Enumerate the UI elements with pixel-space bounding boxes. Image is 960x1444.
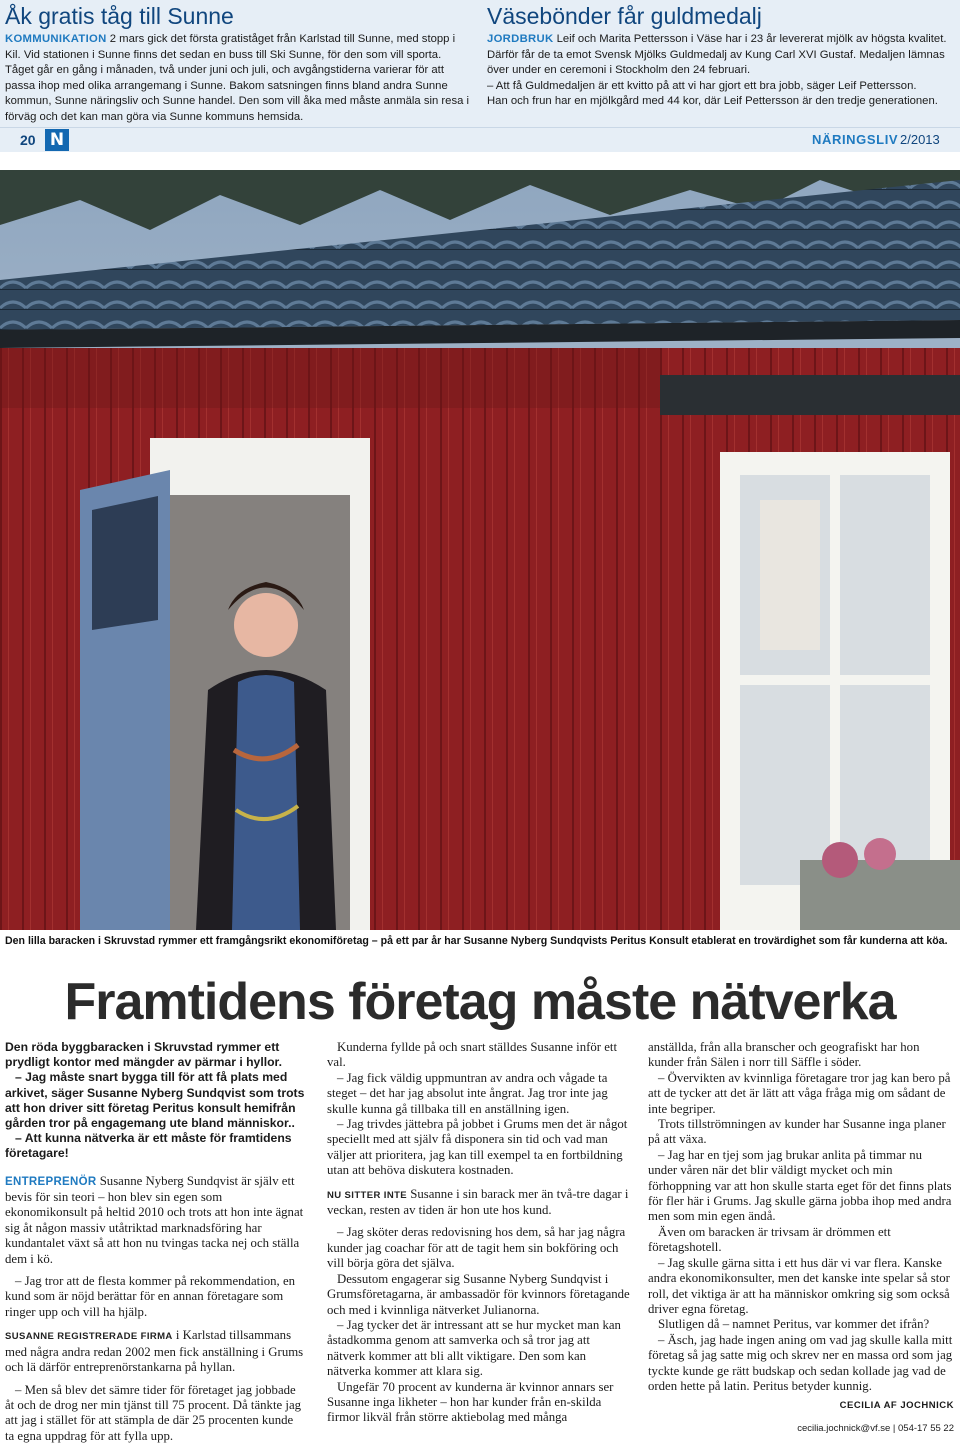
person-face — [234, 593, 298, 657]
brief-left-kicker: KOMMUNIKATION — [5, 33, 107, 45]
col3-p1: anställda, från alla branscher och geografiskt har hon kunder från Sälen i norr till Säffle i söder. — [648, 1040, 954, 1071]
col1-p3-text: i Karlstad tillsammans med några andra redan 2002 men fick anställning i Grums och lä därför entreprenörstankarna på hyllan. — [5, 1328, 303, 1374]
col1-p2: – Jag tror att de flesta kommer på rekommendation, en kund som är nöjd berättar för en annan företagare som ringer upp och vill ha hjälp. — [5, 1274, 305, 1320]
issue-number: 2/2013 — [900, 132, 940, 147]
entreprenor-kicker: ENTREPRENÖR — [5, 1176, 96, 1188]
col2-p7: – Jag tycker det är intressant att se hur mycket man kan åstadkomma genom att samverka och så tror jag att nätverk kommer att bli allt viktigare. Den som kan nätverka kommer att klara sig. — [327, 1318, 631, 1380]
brief-right-quote: – Att få Guldmedaljen är ett kvitto på att vi har gjort ett bra jobb, säger Leif Pettersson. — [487, 80, 917, 92]
col2-p2: – Jag fick väldig uppmuntran av andra och vågade ta steget – det har jag absolut inte ångrat. Jag tror inte jag skulle kunna gå tillbaka till en anställning igen. — [327, 1071, 631, 1117]
awning — [660, 375, 960, 415]
naringsliv-logo-icon: N — [45, 129, 69, 151]
article-column-2 — [327, 1040, 631, 1426]
brief-left-text: 2 mars gick det första gratiståget från Karlstad till Sunne, med stopp i Kil. Vid stationen i Sunne finns det sedan en buss till Ski Sunne, för den som vill sporta. Tåget går en gång i månaden, två under juni och juli, och avgångstiderna varierar för att passa ihop med olika arrangemang i Sunne. Bakom satsningen finns bland andra Sunne kommun, Sunne näringsliv och Sunne handel. Den som vill åka med måste anmäla sin resa i förväg och det kan man göra via Sunne kommuns hemsida. — [5, 33, 469, 123]
brief-right — [487, 2, 955, 110]
col2-p1: Kunderna fyllde på och snart ställdes Susanne inför ett val. — [327, 1040, 631, 1071]
door-window — [92, 496, 158, 630]
wall-shadow — [0, 348, 660, 408]
brief-right-body — [487, 32, 955, 110]
brief-right-title: Väsebönder får guldmedalj — [487, 2, 955, 30]
barrack-photo-illustration — [0, 170, 960, 930]
col3-p2: – Övervikten av kvinnliga företagare tror jag kan bero på att de tycker att det är lätt att våga fråga mig om sådant de inte begriper. — [648, 1071, 954, 1117]
window-curtain — [760, 500, 820, 650]
col2-p5: – Jag sköter deras redovisning hos dem, så har jag några kunder jag coachar för att de tagit hem sin bokföring och vill börja göra det själva. — [327, 1225, 631, 1271]
col2-p3: – Jag trivdes jättebra på jobbet i Grums men det är något speciellt med att själv få disponera sin tid och vad man väljer att prioritera, jag kan till exempel ta en fortbildning utan att behöva diskutera kostnaden. — [327, 1117, 631, 1179]
col1-p1-text: Susanne Nyberg Sundqvist är själv ett bevis för sin teori – hon blev sin egen som ekonomikonsult på heltid 2010 och trots att hon inte ägnat sig åt någon massiv utåtriktad marknadsföring har kundantalet växt så att hon nu tvingas tacka nej och ställa dem i kö. — [5, 1174, 303, 1266]
col1-p4: – Men så blev det sämre tider för företaget jag jobbade åt och de drog ner min tjänst till 75 procent. Då tänkte jag att jag i stället för att stämpla de där 25 procenten kunde ta egna uppdrag för att fylla upp. — [5, 1383, 305, 1444]
col3-p6: – Jag skulle gärna sitta i ett hus där vi var flera. Kanske andra ekonomikonsulter, men det kanske inte spelar så stor roll, det viktiga är att ha människor omkring sig som också driver egna företag. — [648, 1256, 954, 1318]
col2-p4 — [327, 1187, 631, 1219]
page-number: 20 — [20, 132, 36, 148]
lead-quote-2: – Att kunna nätverka är ett måste för framtidens företagare! — [5, 1131, 305, 1161]
brief-left — [5, 2, 473, 126]
col3-p5: Även om baracken är trivsam är drömmen ett företagshotell. — [648, 1225, 954, 1256]
brief-left-title: Åk gratis tåg till Sunne — [5, 2, 473, 30]
col1-p3 — [5, 1328, 305, 1375]
col3-p8: – Äsch, jag hade ingen aning om vad jag skulle kalla mitt företag så jag satte mig och skrev ner en massa ord som jag tyckte kunde ge rätt budskap och sedan kollade jag vad de orden hette på latin. Peritus betyder kunnig. — [648, 1333, 954, 1395]
byline: CECILIA AF JOCHNICK — [648, 1398, 954, 1413]
feature-photo — [0, 170, 960, 930]
heather-flowers — [822, 842, 858, 878]
brief-left-body — [5, 32, 473, 126]
col1-subhead: SUSANNE REGISTRERADE FIRMA — [5, 1331, 173, 1342]
window-transom — [740, 675, 930, 685]
photo-caption: Den lilla baracken i Skruvstad rymmer ett framgångsrikt ekonomiföretag – på ett par år har Susanne Nyberg Sundqvists Peritus Konsult etablerat en trovärdighet som får kunderna att köa. — [5, 934, 955, 948]
article-column-3 — [648, 1040, 954, 1443]
col3-p4: – Jag har en tjej som jag brukar anlita på timmar nu under våren när det blir väldigt mycket och min förhoppning var att hon skulle starta eget för det finns plats för fler här i Grums. Jag skulle gärna jobba ihop med andra men som min egen ändå. — [648, 1148, 954, 1225]
col1-p1 — [5, 1174, 305, 1267]
heather-flowers-2 — [864, 838, 896, 870]
article-lead — [5, 1040, 305, 1162]
col2-p8: Ungefär 70 procent av kunderna är kvinnor annars ser Susanne inga likheter – hon har kunder från en-skilda firmor likväl från större aktiebolag med många — [327, 1380, 631, 1426]
col2-subhead: NU SITTER INTE — [327, 1190, 407, 1201]
lead-text: Den röda byggbaracken i Skruvstad rymmer ett prydligt kontor med mängder av pärmar i hyllor. — [5, 1040, 282, 1069]
main-headline: Framtidens företag måste nätverka — [0, 970, 960, 1034]
brief-right-kicker: JORDBRUK — [487, 33, 553, 45]
lead-quote-1: – Jag måste snart bygga till för att få plats med arkivet, säger Susanne Nyberg Sundqvist som trots att hon driver sitt företag Peritus konsult hemifrån gården tror på engagemang ute bland människor.. — [5, 1070, 305, 1131]
brief-right-text-2: Han och frun har en mjölkgård med 44 kor, där Leif Pettersson är den tredje generationen. — [487, 95, 938, 107]
col2-p4-text: Susanne i sin barack mer än två-tre dagar i veckan, resten av tiden är hon ute hos kund. — [327, 1187, 628, 1217]
col2-p6: Dessutom engagerar sig Susanne Nyberg Sundqvist i Grumsföretagarna, är ambassadör för kvinnors företagande och med i kvinnliga nätverket Julianorna. — [327, 1272, 631, 1318]
person-dress — [232, 675, 300, 930]
article-column-1 — [5, 1040, 305, 1444]
brief-right-text: Leif och Marita Pettersson i Väse har i 23 år levererat mjölk av högsta kvalitet. Därför får de ta emot Svensk Mjölks Guldmedalj av Kung Carl XVI Gustaf. Medaljen lämnas över under en ceremoni i Stockholm den 24 februari. — [487, 33, 947, 76]
col3-p3: Trots tillströmningen av kunder har Susanne inga planer på att växa. — [648, 1117, 954, 1148]
folio-bar — [0, 127, 960, 152]
col3-p7: Slutligen då – namnet Peritus, var kommer det ifrån? — [648, 1317, 954, 1332]
flower-box — [800, 860, 960, 930]
author-contact[interactable]: cecilia.jochnick@vf.se | 054-17 55 22 — [648, 1421, 954, 1436]
section-name: NÄRINGSLIV — [812, 132, 898, 147]
